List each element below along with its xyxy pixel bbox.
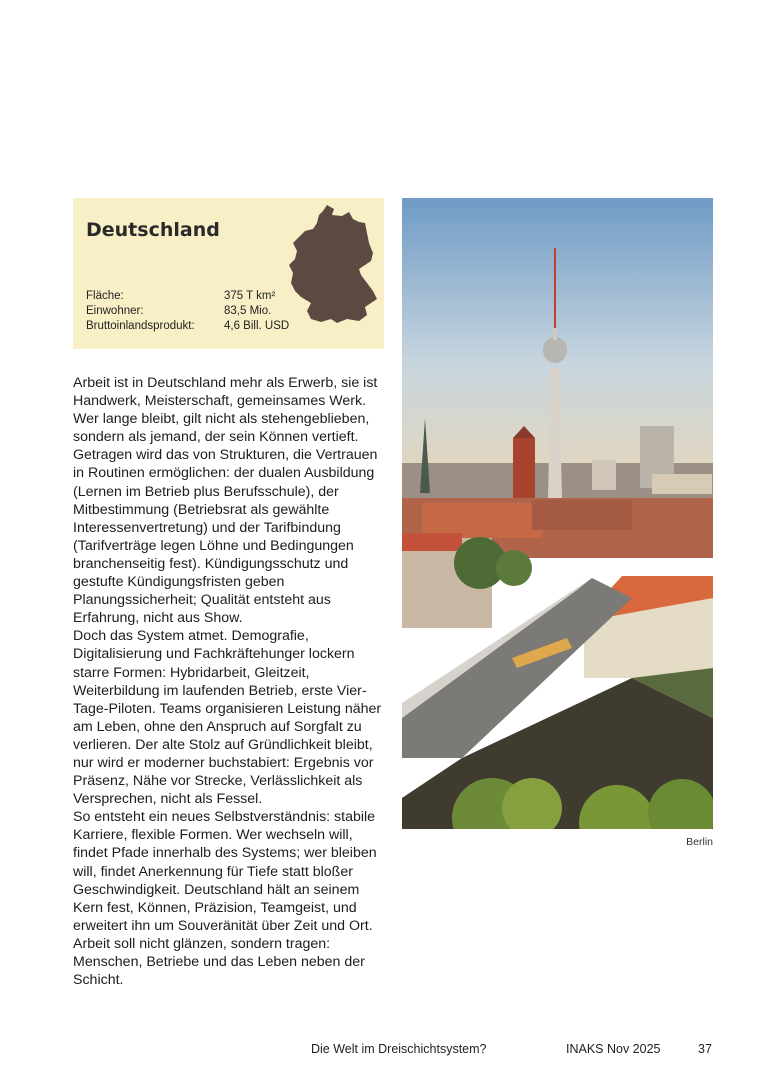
- fact-row: [86, 319, 289, 334]
- footer-article-title: Die Welt im Dreischichtsystem?: [311, 1042, 487, 1056]
- fact-label: Bruttoinlandsprodukt:: [86, 320, 195, 332]
- article-paragraph: So entsteht ein neues Selbstverständnis: stabile Karriere, flexible Formen. Wer wechseln will, findet Pfade innerhalb des Systems; wer bleiben will, findet Anerkennung für Tiefe statt bloßer Geschwindigkeit. Deutschland hält an seinem Kern fest, Können, Präzision, Teamgeist, und erweitert ihn um Souveränität über Zeit und Ort. Arbeit soll nicht glänzen, sondern tragen: Menschen, Betriebe und das Leben neben der Schicht.: [73, 809, 377, 989]
- page-number: 37: [698, 1042, 712, 1056]
- fact-label: Fläche:: [86, 290, 124, 302]
- fact-row: [86, 304, 289, 319]
- fact-value: 375 T km²: [224, 290, 276, 302]
- fact-row: [86, 289, 289, 304]
- footer-magazine: INAKS Nov 2025: [566, 1042, 661, 1056]
- country-factbox: [73, 198, 384, 349]
- photo-caption: Berlin: [686, 836, 713, 848]
- facts-list: [86, 289, 289, 334]
- fact-value: 4,6 Bill. USD: [224, 320, 290, 332]
- article-paragraph: Doch das System atmet. Demografie, Digitalisierung und Fachkräftehunger lockern starre Formen: Hybridarbeit, Gleitzeit, Weiterbildung im laufenden Betrieb, erste Vier-Tage-Piloten. Teams organisieren Leistung näher am Leben, ohne den Anspruch auf Sorgfalt zu verlieren. Der alte Stolz auf Gründlichkeit bleibt, nur wird er moderner buchstabiert: Ergebnis vor Präsenz, Nähe vor Strecke, Verlässlichkeit als Versprechen, nicht als Fessel.: [73, 628, 382, 808]
- article-paragraph: Arbeit ist in Deutschland mehr als Erwerb, sie ist Handwerk, Meisterschaft, gemeinsames Werk. Wer lange bleibt, gilt nicht als stehengeblieben, sondern als jemand, der sein Können vertieft. Getragen wird das von Strukturen, die Vertrauen in Routinen ermöglichen: der dualen Ausbildung (Lernen im Betrieb plus Berufsschule), der Mitbestimmung (Betriebsrat als gewählte Interessenvertretung) und der Tarifbindung (Tarifverträge legen Löhne und Bedingungen branchenseitig fest). Kündigungsschutz und gestufte Kündigungsfristen geben Planungssicherheit; Qualität entsteht aus Erfahrung, nicht aus Show.: [73, 375, 378, 627]
- fact-value: 83,5 Mio.: [224, 305, 272, 317]
- germany-map: [287, 203, 383, 327]
- berlin-photo: [402, 198, 713, 829]
- article-body: [73, 374, 385, 989]
- city-skyline-image: [402, 198, 713, 829]
- factbox-title: Deutschland: [86, 219, 220, 241]
- fact-label: Einwohner:: [86, 305, 144, 317]
